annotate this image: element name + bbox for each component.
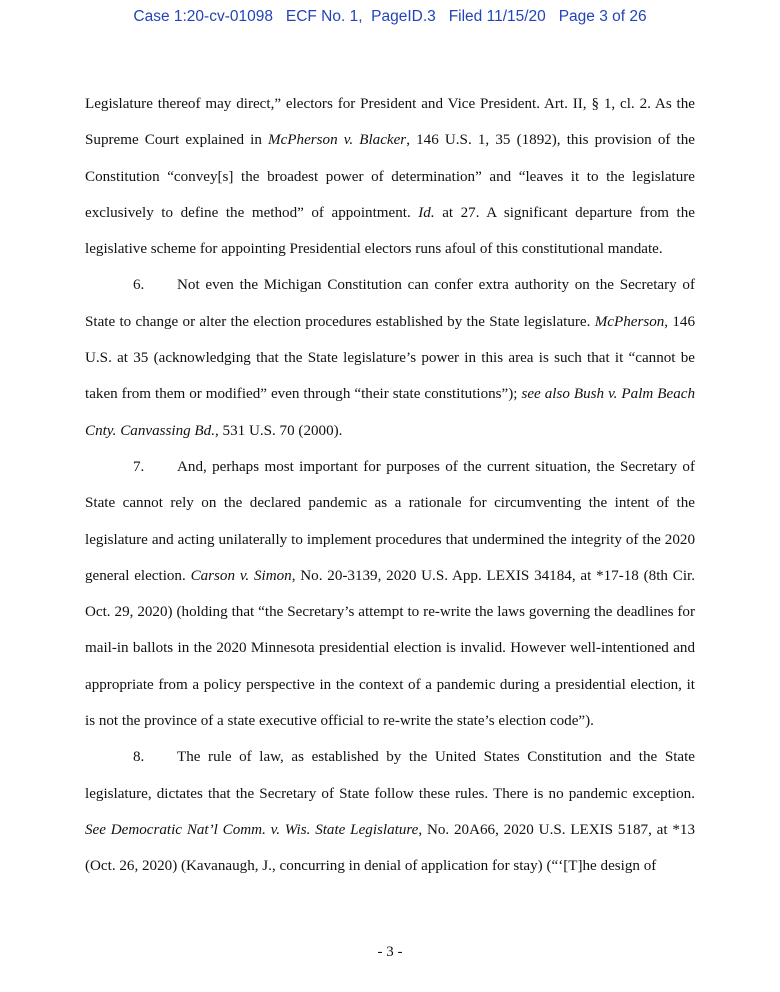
numbered-paragraph — [85, 739, 695, 884]
text-run: , No. 20-3139, 2020 U.S. App. LEXIS 34184, at *17-18 (8th Cir. Oct. 29, 2020) (holding that “the Secretary’s attempt to re-write the laws governing the deadlines for mail-in ballots in the 2020 Minnesota presidential election is invalid. However well-intentioned and appropriate from a policy perspective in the context of a pandemic during a presidential election, it is not the province of a state executive official to re-write the state’s election code”). — [85, 567, 695, 730]
citation-italic: McPherson — [594, 313, 665, 330]
paragraph-number: 7. — [133, 458, 145, 475]
text-run: , 146 U.S. at 35 (acknowledging that the State legislature’s power in this area is such that it “cannot be taken from them or modified” even through “their state constitutions”); — [85, 313, 696, 403]
citation-italic: Id. — [418, 204, 435, 221]
text-run: , 531 U.S. 70 (2000). — [214, 422, 343, 439]
citation-italic: see also Bush v. Palm Beach Cnty. Canvassing Bd. — [85, 386, 695, 439]
citation-italic: Carson v. Simon — [190, 567, 292, 584]
text-run: at 27. A significant departure from the legislative scheme for appointing Presidential electors runs afoul of this constitutional mandate. — [85, 204, 695, 258]
numbered-paragraph — [85, 449, 695, 739]
text-run: , 146 U.S. 1, 35 (1892), this provision of the Constitution “convey[s] the broadest power of determination” and “leaves it to the legislature exclusively to define the method” of appointment. — [85, 132, 695, 221]
document-body — [85, 86, 695, 885]
text-run: Legislature thereof may direct,” electors for President and Vice President. Art. II, § 1, cl. 2. As the Supreme Court explained in — [85, 96, 695, 149]
citation-italic: McPherson v. Blacker — [268, 132, 407, 149]
continued-paragraph — [85, 86, 695, 267]
paragraph-number: 8. — [133, 749, 145, 766]
text-run: And, perhaps most important for purposes of the current situation, the Secretary of State cannot rely on the declared pandemic as a rationale for circumventing the intent of the legislature and acting unilaterally to implement procedures that undermined the integrity of the 2020 general election. — [85, 458, 695, 584]
paragraph-number: 6. — [133, 277, 145, 294]
citation-italic: See Democratic Nat’l Comm. v. Wis. State Legislature — [85, 821, 419, 838]
text-run: The rule of law, as established by the United States Constitution and the State legislature, dictates that the Secretary of State follow these rules. There is no pandemic exception. — [85, 749, 695, 802]
numbered-paragraph — [85, 267, 695, 448]
text-run: , No. 20A66, 2020 U.S. LEXIS 5187, at *13 (Oct. 26, 2020) (Kavanaugh, J., concurring in denial of application for stay) (“‘[T]he design of — [85, 821, 695, 875]
ecf-header: Case 1:20-cv-01098 ECF No. 1, PageID.3 Filed 11/15/20 Page 3 of 26 — [133, 8, 647, 25]
text-run: Not even the Michigan Constitution can confer extra authority on the Secretary of State to change or alter the election procedures established by the State legislature. — [85, 277, 695, 330]
page-number: - 3 - — [377, 944, 403, 960]
